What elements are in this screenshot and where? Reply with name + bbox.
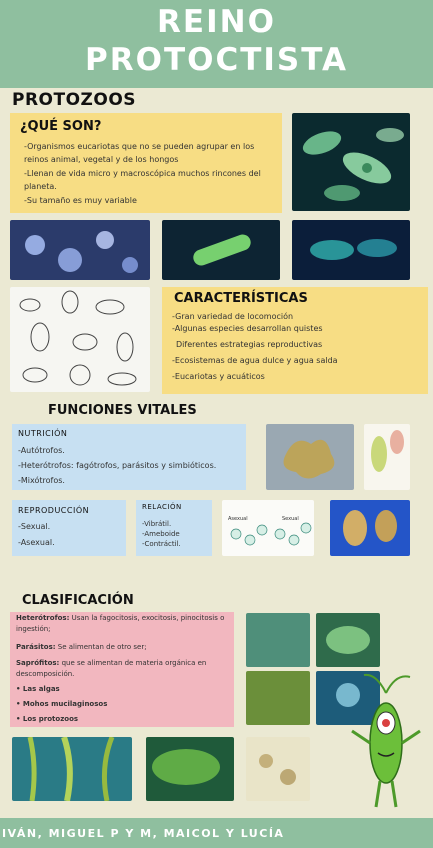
relacion-item: -Ameboide [142, 530, 180, 538]
clasificacion-term: Parásitos: [16, 643, 56, 651]
clasificacion-item [16, 613, 230, 635]
nutricion-item: -Autótrofos. [18, 446, 65, 455]
nutricion-heading: NUTRICIÓN [18, 429, 68, 438]
mold-photo [246, 671, 310, 725]
kelp-photo [12, 737, 132, 801]
clasificacion-box [10, 612, 234, 727]
clasificacion-term: Saprófitos: [16, 659, 60, 667]
caracteristicas-item: -Ecosistemas de agua dulce y agua salda [172, 356, 338, 365]
caracteristicas-item: -Gran variedad de locomoción [172, 312, 294, 321]
seaweed-photo [146, 737, 234, 801]
clasificacion-desc: Usan la fagocitosis, exocitosis, pinocitosis o ingestión; [16, 614, 225, 633]
relacion-heading: RELACIÓN [142, 503, 182, 511]
funciones-heading: FUNCIONES VITALES [48, 403, 197, 418]
diagram-label-asexual: Asexual [228, 516, 248, 522]
paramecium-photo [292, 113, 410, 211]
clasificacion-heading: CLASIFICACIÓN [22, 593, 134, 608]
caracteristicas-box [162, 287, 428, 394]
bacillus-photo [162, 220, 280, 280]
diagram-label-sexual: Sexual [282, 516, 299, 522]
reproduccion-heading: REPRODUCCIÓN [18, 506, 90, 515]
title-line-2: PROTOCTISTA [85, 42, 348, 78]
protozoa-illustrations [10, 287, 150, 392]
authors-footer [0, 818, 433, 848]
clasificacion-bullet: • Los protozoos [16, 715, 79, 723]
relacion-item: -Contráctil. [142, 540, 181, 548]
nutricion-item: -Heterótrofos: fagótrofos, parásitos y simbióticos. [18, 461, 217, 470]
authors-text: IVÁN, MIGUEL P Y M, MAICOL Y LUCÍA [2, 827, 285, 840]
clasificacion-bullet: • Las algas [16, 685, 60, 693]
que-son-box [10, 113, 282, 213]
relacion-item: -Vibrátil. [142, 520, 172, 528]
que-son-item: -Su tamaño es muy variable [24, 196, 137, 205]
clasificacion-term: Heterótrofos: [16, 614, 70, 622]
que-son-item: -Organismos eucariotas que no se pueden agrupar en los reinos animal, vegetal y de los hongos [24, 142, 255, 164]
protozoa-color-photo [330, 500, 410, 556]
algae-photo [246, 613, 310, 667]
clasificacion-bullet: • Mohos mucilaginosos [16, 700, 108, 708]
plankton-character [346, 673, 424, 811]
reproduccion-item: -Asexual. [18, 538, 55, 547]
caracteristicas-item: -Eucariotas y acuáticos [172, 372, 265, 381]
caracteristicas-heading: CARACTERÍSTICAS [174, 291, 308, 306]
title-banner [0, 0, 433, 88]
reproduccion-item: -Sexual. [18, 522, 51, 531]
relacion-box [136, 500, 212, 556]
euglena-sketch [364, 424, 410, 490]
title-line-1: REINO [157, 4, 276, 40]
ameba-photo [266, 424, 354, 490]
protozoa-micro-photo [246, 737, 310, 801]
protozoos-heading: PROTOZOOS [12, 90, 137, 110]
nutricion-item: -Mixótrofos. [18, 476, 65, 485]
microorganisms-photo [292, 220, 410, 280]
que-son-heading: ¿QUÉ SON? [20, 119, 102, 134]
reproduction-diagram [222, 500, 314, 556]
caracteristicas-item: -Algunas especies desarrollan quistes [172, 324, 323, 333]
protozoa-blue-photo [10, 220, 150, 280]
nutricion-box [12, 424, 246, 490]
caracteristicas-item: Diferentes estrategias reproductivas [176, 340, 323, 349]
clasificacion-desc: Se alimentan de otro ser; [55, 643, 147, 651]
clasificacion-desc: que se alimentan de materia orgánica en descomposición. [16, 659, 207, 678]
clasificacion-item [16, 658, 230, 680]
clasificacion-item [16, 642, 230, 653]
que-son-item: -Llenan de vida micro y macroscópica muchos rincones del planeta. [24, 169, 261, 191]
cell-photo [316, 613, 380, 667]
reproduccion-box [12, 500, 126, 556]
